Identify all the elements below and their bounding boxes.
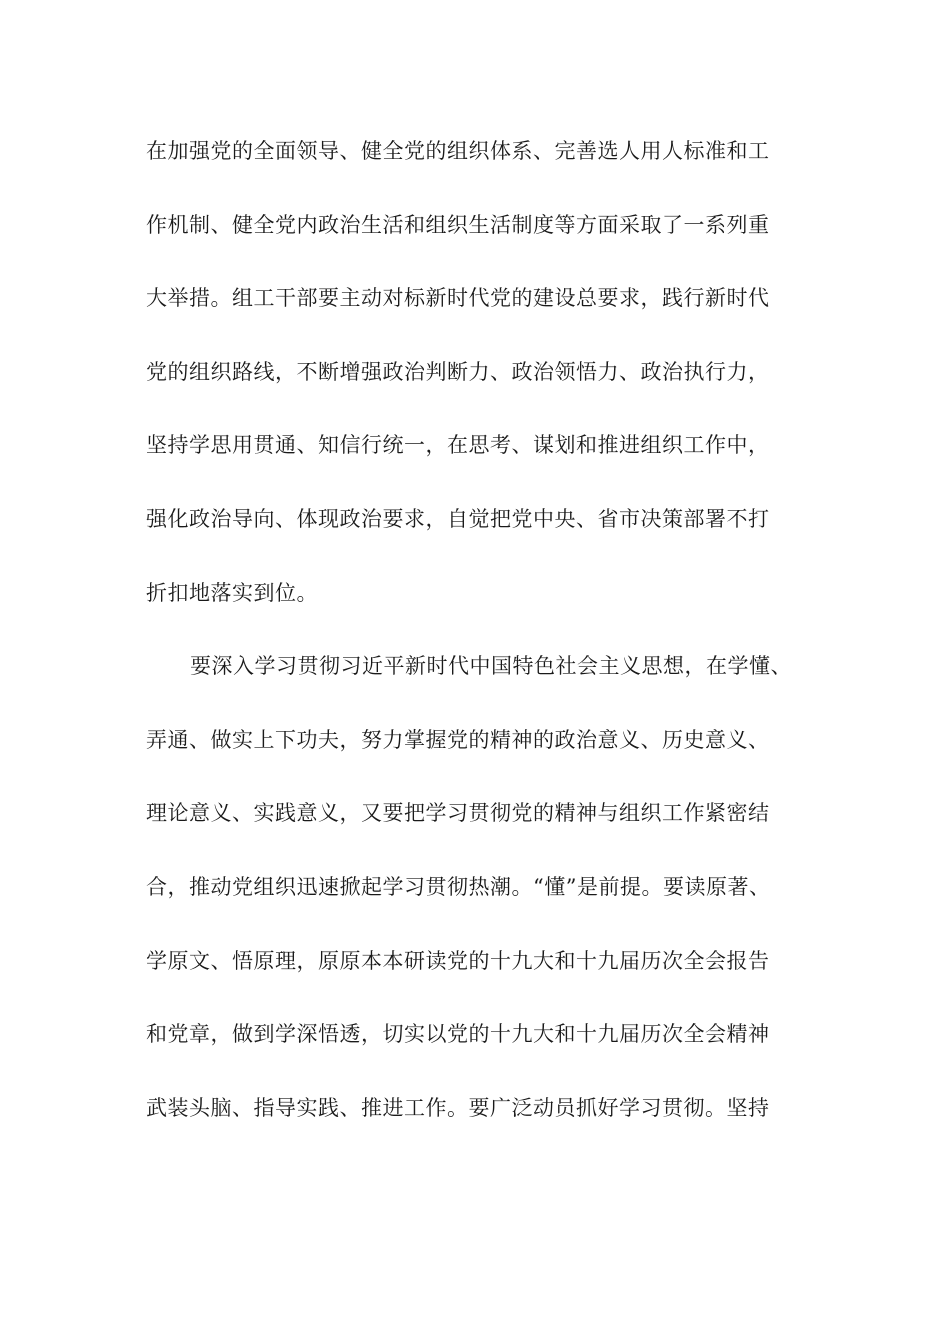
text-line: 理论意义、实践意义，又要把学习贯彻党的精神与组织工作紧密结 — [146, 801, 770, 826]
text-line: 和党章，做到学深悟透，切实以党的十九大和十九届历次全会精神 — [146, 1022, 770, 1047]
document-body — [146, 130, 806, 1160]
text-line: 折扣地落实到位。 — [146, 580, 318, 605]
paragraph-1 — [146, 130, 806, 645]
text-line: 武装头脑、指导实践、推进工作。要广泛动员抓好学习贯彻。坚持 — [146, 1095, 770, 1120]
text-line: 要深入学习贯彻习近平新时代中国特色社会主义思想，在学懂、 — [190, 654, 792, 679]
text-line: 合，推动党组织迅速掀起学习贯彻热潮。“懂”是前提。要读原著、 — [146, 874, 771, 899]
text-line: 作机制、健全党内政治生活和组织生活制度等方面采取了一系列重 — [146, 212, 770, 237]
paragraph-2 — [146, 645, 806, 1160]
text-line: 在加强党的全面领导、健全党的组织体系、完善选人用人标准和工 — [146, 139, 770, 163]
text-line: 坚持学思用贯通、知信行统一，在思考、谋划和推进组织工作中， — [146, 433, 770, 458]
text-line: 学原文、悟原理，原原本本研读党的十九大和十九届历次全会报告 — [146, 948, 770, 973]
text-line: 弄通、做实上下功夫，努力掌握党的精神的政治意义、历史意义、 — [146, 727, 770, 752]
text-line: 党的组织路线，不断增强政治判断力、政治领悟力、政治执行力， — [146, 359, 770, 384]
text-line: 大举措。组工干部要主动对标新时代党的建设总要求，践行新时代 — [146, 286, 770, 311]
text-line: 强化政治导向、体现政治要求，自觉把党中央、省市决策部署不打 — [146, 506, 770, 531]
